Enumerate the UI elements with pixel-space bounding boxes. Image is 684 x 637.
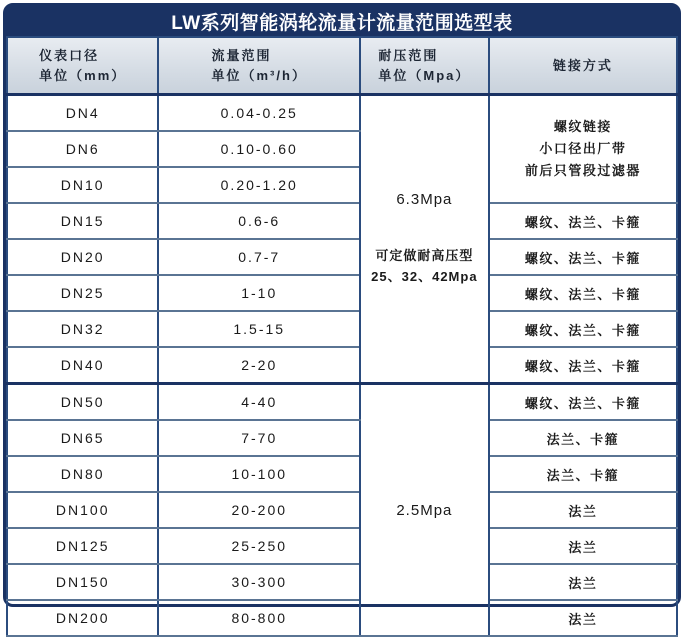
header-pressure-line2: 单位（Mpa）: [378, 67, 471, 83]
cell-dn: DN200: [7, 600, 158, 636]
table-row: [7, 203, 677, 239]
cell-connection: 螺纹、法兰、卡箍: [489, 203, 677, 239]
header-row: [7, 37, 677, 95]
selection-table-wrap: [6, 36, 678, 637]
cell-dn: DN100: [7, 492, 158, 528]
cell-connection: 螺纹、法兰、卡箍: [489, 384, 677, 421]
table-row: [7, 384, 677, 421]
cell-pressure-low: [360, 384, 489, 637]
cell-dn: DN10: [7, 167, 158, 203]
header-connection: 链接方式: [489, 37, 677, 95]
header-flow-line2: 单位（m³/h）: [211, 67, 307, 83]
table-row: [7, 311, 677, 347]
cell-flow-range: 4-40: [158, 384, 360, 421]
table-title: LW系列智能涡轮流量计流量范围选型表: [6, 6, 678, 36]
cell-dn: DN80: [7, 456, 158, 492]
header-diameter-line1: 仪表口径: [39, 48, 100, 63]
header-diameter-line2: 单位（mm）: [39, 67, 127, 83]
table-row: [7, 95, 677, 132]
pressure-low-value: 2.5Mpa: [396, 501, 453, 519]
pressure-high-note: [363, 246, 486, 286]
cell-connection: 螺纹、法兰、卡箍: [489, 275, 677, 311]
cell-dn: DN32: [7, 311, 158, 347]
header-pressure-range: [360, 37, 489, 95]
cell-flow-range: 0.20-1.20: [158, 167, 360, 203]
cell-flow-range: 2-20: [158, 347, 360, 384]
cell-connection: 法兰: [489, 564, 677, 600]
cell-flow-range: 0.6-6: [158, 203, 360, 239]
cell-connection: 螺纹、法兰、卡箍: [489, 347, 677, 384]
cell-flow-range: 30-300: [158, 564, 360, 600]
table-row: [7, 347, 677, 384]
cell-flow-range: 0.04-0.25: [158, 95, 360, 132]
cell-dn: DN4: [7, 95, 158, 132]
cell-dn: DN150: [7, 564, 158, 600]
cell-connection: 法兰、卡箍: [489, 456, 677, 492]
cell-dn: DN125: [7, 528, 158, 564]
cell-flow-range: 10-100: [158, 456, 360, 492]
table-frame: [3, 3, 681, 627]
table-row: [7, 239, 677, 275]
cell-flow-range: 1.5-15: [158, 311, 360, 347]
cell-connection: 法兰: [489, 528, 677, 564]
cell-connection: 螺纹、法兰、卡箍: [489, 239, 677, 275]
connection-small-bore-line2: 小口径出厂带: [539, 140, 627, 156]
cell-connection: 螺纹、法兰、卡箍: [489, 311, 677, 347]
cell-dn: DN40: [7, 347, 158, 384]
cell-flow-range: 7-70: [158, 420, 360, 456]
pressure-note-line1: 可定做耐高压型: [375, 248, 474, 264]
table-row: [7, 492, 677, 528]
cell-connection-small-bore: [489, 95, 677, 204]
pressure-high-value: 6.3Mpa: [396, 191, 453, 209]
table-row: [7, 600, 677, 636]
pressure-note-line2: 25、32、42Mpa: [371, 268, 478, 284]
cell-pressure-high: [360, 95, 489, 384]
cell-connection: 法兰: [489, 492, 677, 528]
cell-dn: DN15: [7, 203, 158, 239]
header-flow-range: [158, 37, 360, 95]
header-pressure-line1: 耐压范围: [378, 48, 439, 63]
table-row: [7, 456, 677, 492]
cell-flow-range: 0.10-0.60: [158, 131, 360, 167]
cell-dn: DN50: [7, 384, 158, 421]
cell-connection: 法兰、卡箍: [489, 420, 677, 456]
table-row: [7, 564, 677, 600]
header-flow-line1: 流量范围: [211, 48, 272, 63]
cell-dn: DN6: [7, 131, 158, 167]
table-row: [7, 528, 677, 564]
table-row: [7, 420, 677, 456]
selection-table: [6, 36, 678, 637]
cell-flow-range: 20-200: [158, 492, 360, 528]
cell-flow-range: 0.7-7: [158, 239, 360, 275]
cell-dn: DN20: [7, 239, 158, 275]
cell-flow-range: 25-250: [158, 528, 360, 564]
cell-dn: DN65: [7, 420, 158, 456]
cell-flow-range: 80-800: [158, 600, 360, 636]
connection-small-bore-line3: 前后只管段过滤器: [524, 163, 641, 179]
cell-dn: DN25: [7, 275, 158, 311]
table-row: [7, 275, 677, 311]
header-diameter: [7, 37, 158, 95]
connection-small-bore-line1: 螺纹链接: [553, 118, 612, 134]
cell-flow-range: 1-10: [158, 275, 360, 311]
cell-connection: 法兰: [489, 600, 677, 636]
